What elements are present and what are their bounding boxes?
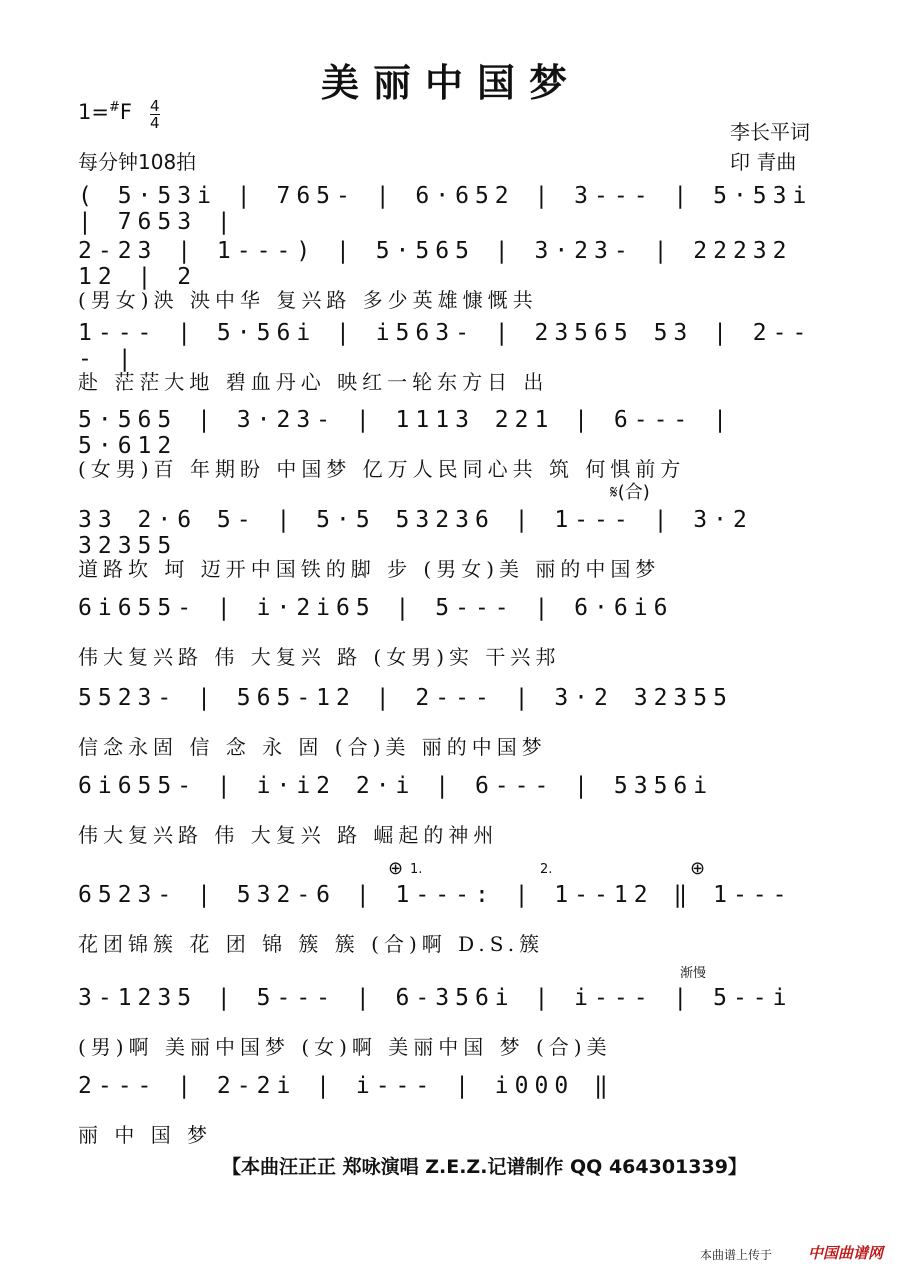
lyric: 道路坎 坷 迈开中国铁的脚 步 (男女)美 丽的中国梦 bbox=[78, 557, 661, 581]
notes: 33 2·6 5- | 5·5 53236 | 1--- | 3·2 32355 bbox=[78, 507, 753, 559]
notes: 5·565 | 3·23- | 1113 221 | 6--- | 5·612 bbox=[78, 407, 733, 459]
notes: 2--- | 2-2i | i--- | i000 ‖ bbox=[78, 1073, 614, 1099]
lyric: 丽 中 国 梦 bbox=[78, 1123, 213, 1147]
notes: 3-1235 | 5--- | 6-356i | i--- | 5--i bbox=[78, 985, 793, 1011]
volta-2: 2. bbox=[540, 862, 553, 877]
notes: 6523- | 532-6 | 1---: | 1--12 ‖ 1--- bbox=[78, 882, 793, 908]
tempo-marking: 每分钟108拍 bbox=[78, 150, 197, 174]
upload-text: 本曲谱上传于 bbox=[700, 1248, 773, 1262]
lyric: 伟大复兴路 伟 大复兴 路 (女男)实 干兴邦 bbox=[78, 645, 561, 669]
segno-mark: 𝄋(合) bbox=[610, 482, 650, 503]
lyric: (男女)泱 泱中华 复兴路 多少英雄慷慨共 bbox=[78, 288, 538, 312]
time-signature bbox=[150, 98, 160, 131]
notes: 5523- | 565-12 | 2--- | 3·2 32355 bbox=[78, 685, 733, 711]
site-logo: 中国曲谱网 bbox=[808, 1244, 884, 1262]
notes: 2-23 | 1---) | 5·565 | 3·23- | 22232 12 | 2 bbox=[78, 238, 793, 290]
notes: 6i655- | i·2i65 | 5--- | 6·6i6 bbox=[78, 595, 674, 621]
time-top: 4 bbox=[150, 97, 160, 115]
time-bottom: 4 bbox=[150, 114, 160, 132]
ritardando-mark: 渐慢 bbox=[680, 966, 707, 981]
song-title: 美丽中国梦 bbox=[320, 60, 581, 105]
lyric: (女男)百 年期盼 中国梦 亿万人民同心共 筑 何惧前方 bbox=[78, 457, 686, 481]
lyric: 信念永固 信 念 永 固 (合)美 丽的中国梦 bbox=[78, 735, 547, 759]
composer-credit: 印 青曲 bbox=[730, 150, 797, 174]
key-prefix: 1= bbox=[78, 100, 109, 124]
lyric: 伟大复兴路 伟 大复兴 路 崛起的神州 bbox=[78, 823, 499, 847]
key-note: F bbox=[119, 100, 132, 124]
coda-mark-1: ⊕ bbox=[388, 858, 404, 879]
notes: ( 5·53i | 765- | 6·652 | 3--- | 5·53i | 7653 | bbox=[78, 183, 813, 235]
lyric: (男)啊 美丽中国梦 (女)啊 美丽中国 梦 (合)美 bbox=[78, 1035, 612, 1059]
volta-1: 1. bbox=[410, 862, 423, 877]
credit-line: 【本曲汪正正 郑咏演唱 Z.E.Z.记谱制作 QQ 464301339】 bbox=[222, 1156, 747, 1178]
lyricist-credit: 李长平词 bbox=[730, 120, 810, 144]
lyric: 赴 茫茫大地 碧血丹心 映红一轮东方日 出 bbox=[78, 370, 549, 394]
key-sharp: # bbox=[108, 100, 120, 115]
notes: 6i655- | i·i2 2·i | 6--- | 5356i bbox=[78, 773, 714, 799]
coda-mark-2: ⊕ bbox=[690, 858, 706, 879]
key-signature bbox=[78, 100, 132, 124]
notes: 1--- | 5·56i | i563- | 23565 53 | 2--- | bbox=[78, 320, 813, 372]
lyric: 花团锦簇 花 团 锦 簇 簇 (合)啊 D.S.簇 bbox=[78, 932, 545, 956]
